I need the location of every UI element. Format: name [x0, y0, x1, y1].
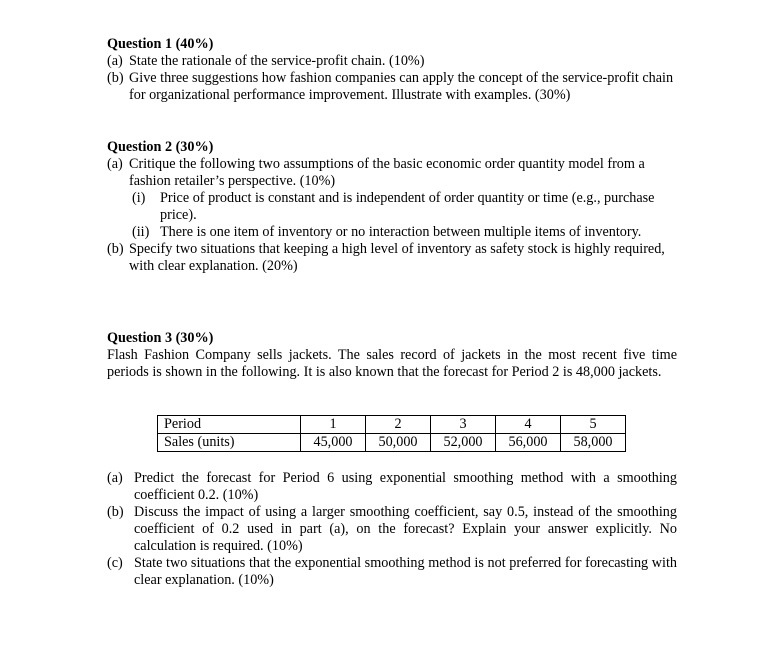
table-cell: 50,000: [366, 434, 431, 452]
table-cell: 52,000: [431, 434, 496, 452]
part-text: Specify two situations that keeping a high level of inventory as safety stock is highly required, with clear explanation. (20%): [129, 241, 665, 274]
part-text: State two situations that the exponential smoothing method is not preferred for forecasting with clear explanation. (10%): [134, 555, 677, 588]
sub-text: Price of product is constant and is independent of order quantity or time (e.g., purchase price).: [160, 190, 655, 223]
question-1-title: Question 1 (40%): [107, 36, 214, 52]
table-cell: 45,000: [301, 434, 366, 452]
question-2: [107, 139, 677, 275]
table-cell: 58,000: [561, 434, 626, 452]
part-text: Give three suggestions how fashion companies can apply the concept of the service-profit chain for organizational performance improvement. Illustrate with examples. (30%): [129, 70, 674, 103]
question-2-sub-ii: [107, 224, 677, 241]
question-3-part-c: [107, 555, 677, 589]
table-cell: 56,000: [496, 434, 561, 452]
question-2-title: Question 2 (30%): [107, 139, 214, 155]
table-row-sales: [158, 434, 626, 452]
part-label: (c): [107, 555, 123, 571]
part-label: (b): [107, 241, 124, 257]
table-cell: 1: [301, 416, 366, 434]
sub-label: (i): [132, 190, 146, 206]
question-3-parts: [107, 470, 677, 589]
sub-label: (ii): [132, 224, 150, 240]
question-2-part-a: [107, 156, 677, 190]
question-3-part-a: [107, 470, 677, 504]
table-cell: 4: [496, 416, 561, 434]
table-cell: 3: [431, 416, 496, 434]
question-3-intro: Flash Fashion Company sells jackets. The sales record of jackets in the most recent five time periods is shown in the following. It is also known that the forecast for Period 2 is 48,000 jackets.: [107, 347, 677, 380]
question-2-sub-i: [107, 190, 677, 224]
question-1-part-a: [107, 53, 677, 70]
part-text: Discuss the impact of using a larger smoothing coefficient, say 0.5, instead of the smoothing coefficient of 0.2 used in part (a), on the forecast? Explain your answer explicitly. No calculation is required. (10%): [134, 504, 677, 554]
part-label: (a): [107, 156, 123, 172]
part-label: (a): [107, 470, 123, 486]
question-2-part-b: [107, 241, 677, 275]
table-cell: 5: [561, 416, 626, 434]
question-1: [107, 36, 677, 104]
question-3-part-b: [107, 504, 677, 555]
question-1-part-b: [107, 70, 677, 104]
table-cell: 2: [366, 416, 431, 434]
part-text: State the rationale of the service-profit chain. (10%): [129, 53, 425, 69]
table-header-period: Period: [158, 416, 301, 434]
question-3-title: Question 3 (30%): [107, 330, 214, 346]
part-label: (b): [107, 504, 124, 520]
part-label: (b): [107, 70, 124, 86]
part-text: Critique the following two assumptions of the basic economic order quantity model from a fashion retailer’s perspective. (10%): [129, 156, 645, 189]
sub-text: There is one item of inventory or no interaction between multiple items of inventory.: [160, 224, 642, 240]
part-text: Predict the forecast for Period 6 using exponential smoothing method with a smoothing coefficient 0.2. (10%): [134, 470, 677, 503]
table-header-sales: Sales (units): [158, 434, 301, 452]
sales-table: [157, 415, 626, 452]
part-label: (a): [107, 53, 123, 69]
table-row-period: [158, 416, 626, 434]
question-3: [107, 330, 677, 381]
